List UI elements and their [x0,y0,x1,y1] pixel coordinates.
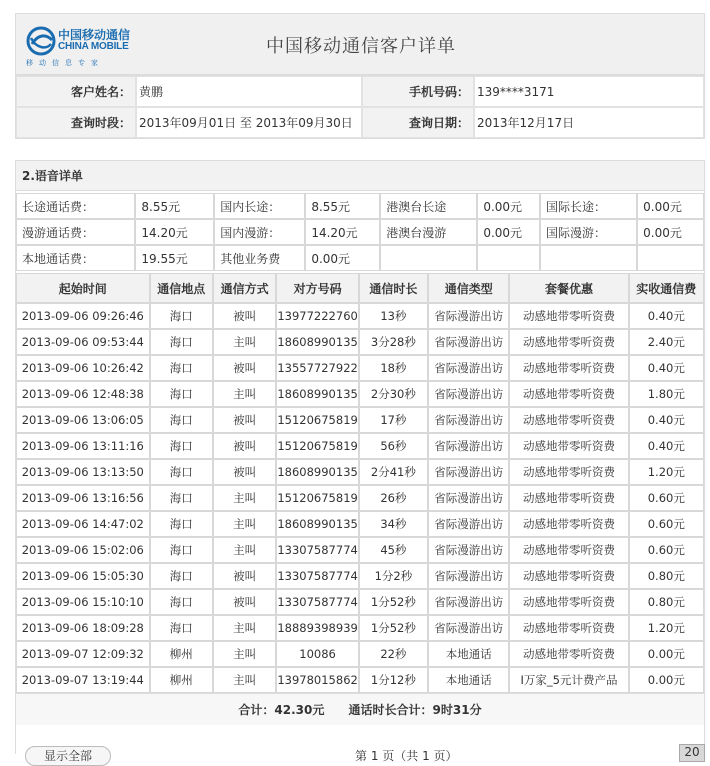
fee-summary-row [16,193,704,219]
fee-label: 长途通话费： [16,193,135,219]
column-header: 对方号码 [276,273,358,303]
table-cell: 被叫 [213,303,276,329]
table-cell: 2分30秒 [359,381,428,407]
fee-label [540,245,637,271]
table-cell: 0.00元 [629,667,704,693]
column-header: 实收通信费 [629,273,704,303]
column-header: 通信类型 [428,273,510,303]
table-cell: 2013-09-06 18:09:28 [16,615,150,641]
table-cell: 2013-09-06 12:48:38 [16,381,150,407]
table-cell: 2.40元 [629,329,704,355]
query-date-value: 2013年12月17日 [474,107,704,138]
table-cell: 动感地带零听资费 [509,511,628,537]
fee-label: 本地通话费： [16,245,135,271]
table-cell: 动感地带零听资费 [509,615,628,641]
fee-value: 0.00元 [477,193,540,219]
table-cell: 0.40元 [629,303,704,329]
table-cell: 18秒 [359,355,428,381]
table-cell: 省际漫游出访 [428,615,510,641]
column-header: 通信时长 [359,273,428,303]
table-cell: 2013-09-06 13:11:16 [16,433,150,459]
table-cell: 省际漫游出访 [428,329,510,355]
table-cell: 1分2秒 [359,563,428,589]
fee-summary-table [16,193,704,271]
table-cell: 13978015862 [276,667,358,693]
pager-info: 第 1 页（共 1 页） [355,749,458,763]
page-size-input[interactable]: 20 [679,744,705,762]
table-cell: 海口 [150,303,213,329]
fee-value: 14.20元 [305,219,380,245]
fee-label: 国内漫游： [214,219,305,245]
table-cell: 15120675819 [276,485,358,511]
customer-info-table [15,75,705,139]
table-cell: 13557727922 [276,355,358,381]
page-header [15,13,705,75]
table-cell: 2013-09-06 15:05:30 [16,563,150,589]
table-cell: 2013-09-06 10:26:42 [16,355,150,381]
fee-label: 国际长途： [540,193,637,219]
table-row [16,485,704,511]
table-cell: 省际漫游出访 [428,485,510,511]
table-cell: 被叫 [213,589,276,615]
logo-chinese-text: 中国移动通信 [58,28,131,42]
customer-name-label: 客户姓名： [16,76,136,107]
china-mobile-logo [26,24,138,68]
table-cell: 0.00元 [629,641,704,667]
table-cell: 1分52秒 [359,589,428,615]
table-cell: 主叫 [213,615,276,641]
fee-value: 14.20元 [135,219,214,245]
table-cell: 56秒 [359,433,428,459]
table-cell: 18608990135 [276,511,358,537]
table-cell: 0.60元 [629,485,704,511]
table-cell: 本地通话 [428,641,510,667]
fee-label: 漫游通话费： [16,219,135,245]
table-cell: 柳州 [150,667,213,693]
table-row [16,589,704,615]
fee-label: 国际漫游： [540,219,637,245]
table-cell: 0.40元 [629,355,704,381]
table-cell: 海口 [150,563,213,589]
total-fee: 合计：42.30元 [238,703,325,717]
query-period-label: 查询时段： [16,107,136,138]
table-cell: 2013-09-06 15:10:10 [16,589,150,615]
table-cell: 动感地带零听资费 [509,407,628,433]
table-cell: 13307587774 [276,589,358,615]
fee-summary-row [16,245,704,271]
table-cell: 18889398939 [276,615,358,641]
table-cell: 13307587774 [276,563,358,589]
fee-value: 8.55元 [305,193,380,219]
table-cell: 2013-09-06 09:53:44 [16,329,150,355]
table-cell: 柳州 [150,641,213,667]
fee-label: 国内长途： [214,193,305,219]
fee-label: 其他业务费 [214,245,305,271]
table-cell: 省际漫游出访 [428,407,510,433]
table-cell: 15120675819 [276,407,358,433]
table-cell: 动感地带零听资费 [509,589,628,615]
table-row [16,615,704,641]
total-duration: 通话时长合计：9时31分 [348,703,482,717]
table-cell: 主叫 [213,329,276,355]
table-cell: 45秒 [359,537,428,563]
table-row [16,407,704,433]
table-cell: 动感地带零听资费 [509,303,628,329]
table-cell: 主叫 [213,381,276,407]
table-cell: 15120675819 [276,433,358,459]
table-cell: 动感地带零听资费 [509,459,628,485]
table-cell: 省际漫游出访 [428,381,510,407]
table-cell: 2013-09-06 15:02:06 [16,537,150,563]
table-cell: 1.20元 [629,459,704,485]
column-header: 起始时间 [16,273,150,303]
table-row [16,667,704,693]
table-cell: 省际漫游出访 [428,511,510,537]
table-cell: 10086 [276,641,358,667]
table-cell: 省际漫游出访 [428,303,510,329]
table-cell: 2013-09-06 13:16:56 [16,485,150,511]
table-cell: 1.20元 [629,615,704,641]
table-row [16,641,704,667]
table-cell: 17秒 [359,407,428,433]
table-cell: 18608990135 [276,459,358,485]
column-header: 通信方式 [213,273,276,303]
table-cell: 海口 [150,537,213,563]
fee-label: 港澳台长途 [380,193,477,219]
table-cell: 海口 [150,355,213,381]
voice-details-section [15,160,705,754]
table-cell: 2013-09-07 12:09:32 [16,641,150,667]
table-row [16,329,704,355]
table-cell: 海口 [150,459,213,485]
fee-summary-row [16,219,704,245]
table-row [16,459,704,485]
phone-number-value: 139****3171 [474,76,704,107]
table-cell: 0.80元 [629,563,704,589]
table-row [16,355,704,381]
customer-info-row [16,107,704,138]
table-cell: 主叫 [213,485,276,511]
table-cell: 被叫 [213,407,276,433]
table-cell: 2013-09-06 09:26:46 [16,303,150,329]
column-header: 套餐优惠 [509,273,628,303]
table-cell: 动感地带零听资费 [509,537,628,563]
table-cell: 被叫 [213,433,276,459]
table-cell: 0.60元 [629,537,704,563]
fee-value [637,245,704,271]
logo-slogan: 移动信息专家 [26,59,104,67]
table-cell: 1分12秒 [359,667,428,693]
table-cell: 海口 [150,485,213,511]
table-cell: 海口 [150,615,213,641]
show-all-button[interactable]: 显示全部 [25,746,111,766]
table-cell: 省际漫游出访 [428,433,510,459]
table-cell: 18608990135 [276,381,358,407]
table-row [16,433,704,459]
table-cell: 动感地带零听资费 [509,433,628,459]
table-cell: 34秒 [359,511,428,537]
table-cell: 主叫 [213,537,276,563]
table-cell: 1分52秒 [359,615,428,641]
table-cell: I万家_5元计费产品 [509,667,628,693]
table-cell: 主叫 [213,667,276,693]
table-cell: 13秒 [359,303,428,329]
column-header: 通信地点 [150,273,213,303]
table-cell: 本地通话 [428,667,510,693]
fee-value: 0.00元 [305,245,380,271]
customer-name-value: 黄鹏 [136,76,362,107]
table-cell: 被叫 [213,563,276,589]
table-cell: 2013-09-06 14:47:02 [16,511,150,537]
table-cell: 被叫 [213,459,276,485]
table-cell: 海口 [150,381,213,407]
table-cell: 动感地带零听资费 [509,329,628,355]
table-cell: 22秒 [359,641,428,667]
china-mobile-logo-icon [26,26,56,56]
table-cell: 海口 [150,511,213,537]
table-cell: 海口 [150,407,213,433]
fee-label: 港澳台漫游 [380,219,477,245]
table-cell: 省际漫游出访 [428,589,510,615]
customer-info-row [16,76,704,107]
table-cell: 2分41秒 [359,459,428,485]
query-period-value: 2013年09月01日 至 2013年09月30日 [136,107,362,138]
table-cell: 主叫 [213,511,276,537]
fee-value: 19.55元 [135,245,214,271]
logo-english-text: CHINA MOBILE [58,41,129,52]
table-cell: 省际漫游出访 [428,537,510,563]
table-cell: 2013-09-06 13:13:50 [16,459,150,485]
table-cell: 动感地带零听资费 [509,641,628,667]
table-cell: 0.40元 [629,407,704,433]
table-cell: 省际漫游出访 [428,563,510,589]
table-cell: 省际漫游出访 [428,355,510,381]
table-cell: 0.80元 [629,589,704,615]
table-cell: 主叫 [213,641,276,667]
table-cell: 0.40元 [629,433,704,459]
table-cell: 26秒 [359,485,428,511]
table-cell: 动感地带零听资费 [509,485,628,511]
section-title: 2.语音详单 [16,161,704,191]
call-records-table [16,273,704,693]
table-row [16,303,704,329]
call-records-header-row [16,273,704,303]
table-row [16,537,704,563]
fee-value: 0.00元 [637,193,704,219]
fee-value: 0.00元 [637,219,704,245]
table-cell: 0.60元 [629,511,704,537]
table-cell: 13307587774 [276,537,358,563]
table-row [16,563,704,589]
table-cell: 1.80元 [629,381,704,407]
table-cell: 动感地带零听资费 [509,563,628,589]
table-cell: 海口 [150,329,213,355]
table-cell: 动感地带零听资费 [509,381,628,407]
table-cell: 海口 [150,589,213,615]
fee-label [380,245,477,271]
table-cell: 3分28秒 [359,329,428,355]
page-title: 中国移动通信客户详单 [266,36,456,57]
phone-number-label: 手机号码： [362,76,474,107]
table-cell: 省际漫游出访 [428,459,510,485]
query-date-label: 查询日期： [362,107,474,138]
table-row [16,511,704,537]
table-cell: 被叫 [213,355,276,381]
table-cell: 动感地带零听资费 [509,355,628,381]
table-cell: 18608990135 [276,329,358,355]
fee-value: 0.00元 [477,219,540,245]
totals-bar [16,693,704,725]
fee-value: 8.55元 [135,193,214,219]
pager [15,742,705,762]
fee-value [477,245,540,271]
table-row [16,381,704,407]
table-cell: 2013-09-07 13:19:44 [16,667,150,693]
table-cell: 海口 [150,433,213,459]
table-cell: 2013-09-06 13:06:05 [16,407,150,433]
table-cell: 13977222760 [276,303,358,329]
